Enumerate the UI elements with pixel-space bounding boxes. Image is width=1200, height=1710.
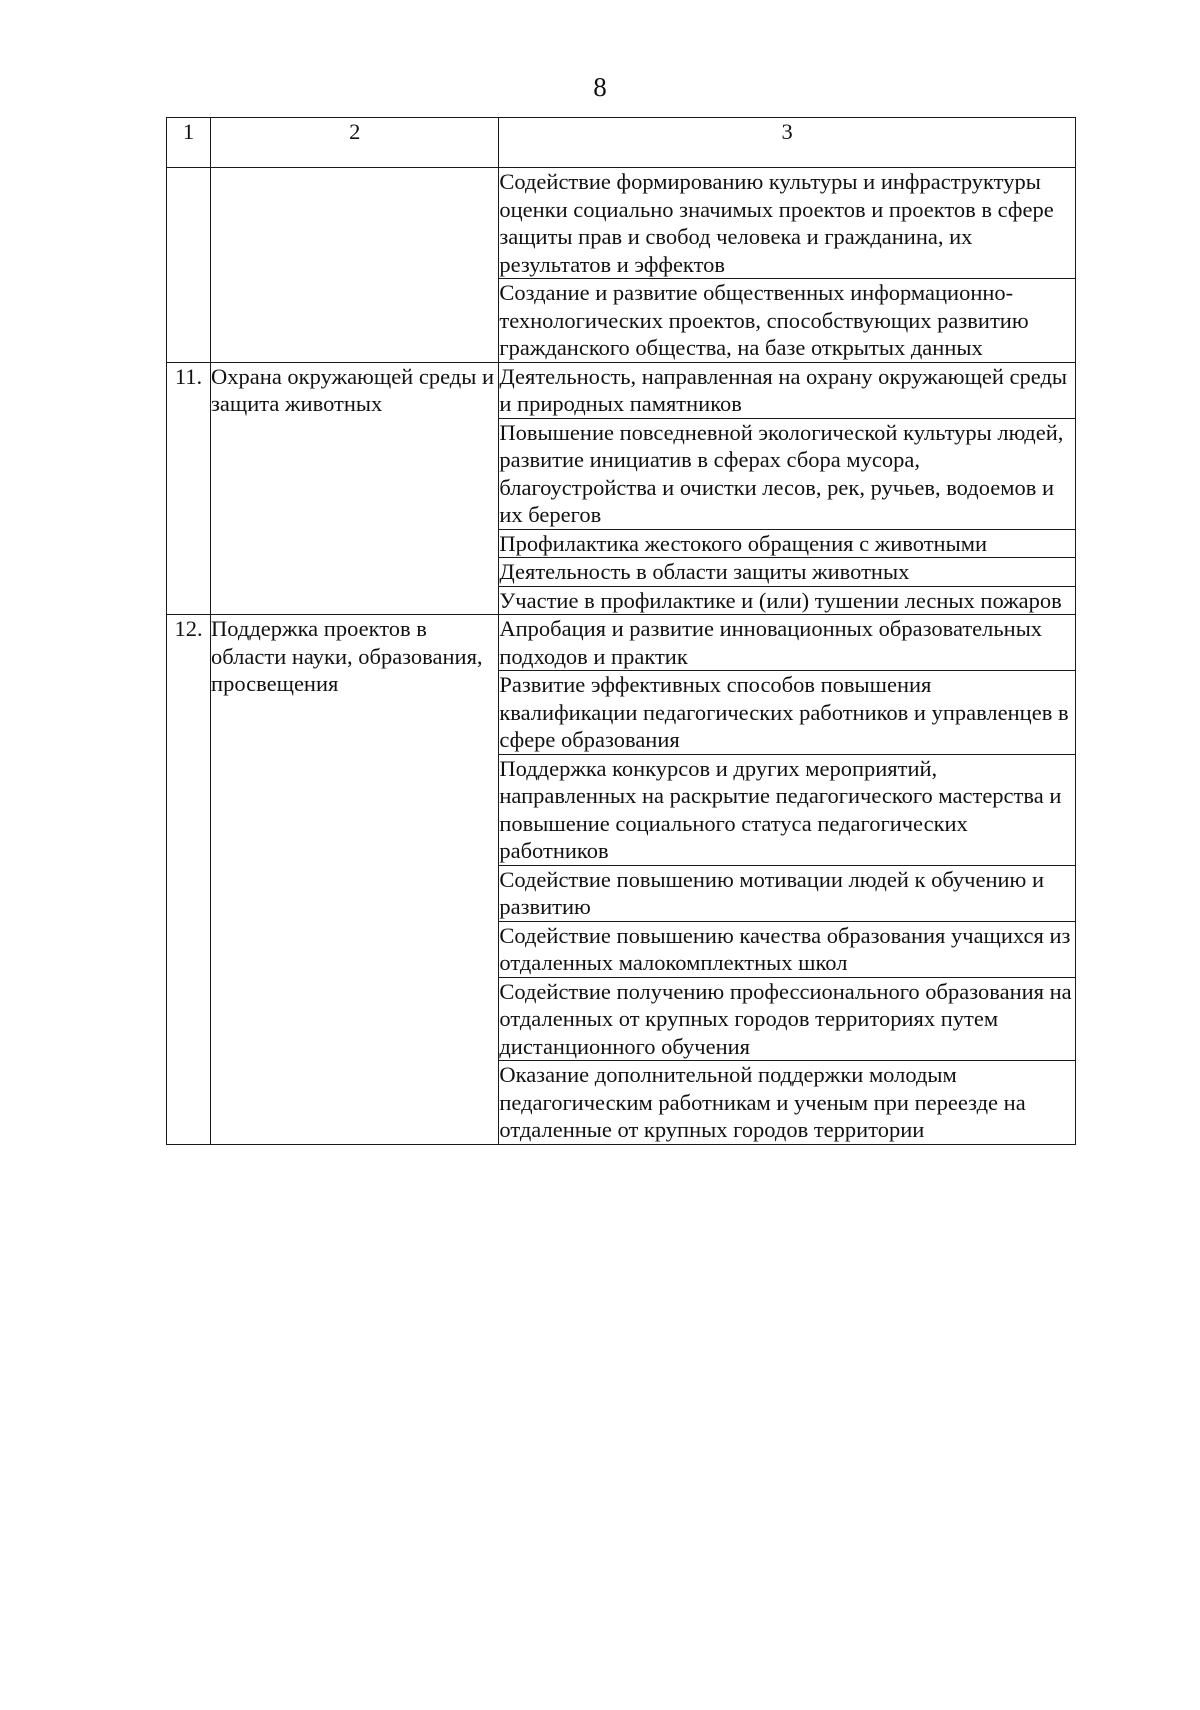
column-header-3: 3 (499, 118, 1076, 168)
activity-cell: Содействие формированию культуры и инфраструктуры оценки социально значимых проектов и проектов в сфере защиты прав и свобод человека и гражданина, их результатов и эффектов (499, 168, 1076, 279)
activity-cell: Оказание дополнительной поддержки молодым педагогическим работникам и ученым при переезде на отдаленные от крупных городов территории (499, 1061, 1076, 1145)
activity-cell: Повышение повседневной экологической культуры людей, развитие инициатив в сферах сбора мусора, благоустройства и очистки лесов, рек, ручьев, водоемов и их берегов (499, 418, 1076, 529)
row-number: 11. (167, 362, 211, 615)
column-header-1: 1 (167, 118, 211, 168)
activity-cell: Поддержка конкурсов и других мероприятий, направленных на раскрытие педагогического мастерства и повышение социального статуса педагогических работников (499, 754, 1076, 865)
column-header-2: 2 (211, 118, 499, 168)
table-row (167, 615, 1076, 671)
directions-table (166, 117, 1076, 1145)
activity-cell: Апробация и развитие инновационных образовательных подходов и практик (499, 615, 1076, 671)
direction-cell-empty (211, 168, 499, 363)
activity-cell: Содействие получению профессионального образования на отдаленных от крупных городов территориях путем дистанционного обучения (499, 977, 1076, 1061)
activity-cell: Участие в профилактике и (или) тушении лесных пожаров (499, 586, 1076, 615)
activity-cell: Деятельность, направленная на охрану окружающей среды и природных памятников (499, 362, 1076, 418)
activity-cell: Создание и развитие общественных информационно-технологических проектов, способствующих развитию гражданского общества, на базе открытых данных (499, 279, 1076, 363)
row-number-cell-empty (167, 168, 211, 363)
activity-cell: Профилактика жестокого обращения с животными (499, 529, 1076, 558)
direction-title: Поддержка проектов в области науки, образования, просвещения (211, 615, 499, 1145)
table-row (167, 168, 1076, 279)
direction-title: Охрана окружающей среды и защита животных (211, 362, 499, 615)
activity-cell: Содействие повышению мотивации людей к обучению и развитию (499, 865, 1076, 921)
row-number: 12. (167, 615, 211, 1145)
activity-cell: Деятельность в области защиты животных (499, 558, 1076, 587)
page-number: 8 (593, 72, 607, 102)
activity-cell: Содействие повышению качества образования учащихся из отдаленных малокомплектных школ (499, 921, 1076, 977)
activity-cell: Развитие эффективных способов повышения квалификации педагогических работников и управленцев в сфере образования (499, 671, 1076, 755)
table-row (167, 362, 1076, 418)
table-header-row (167, 118, 1076, 168)
